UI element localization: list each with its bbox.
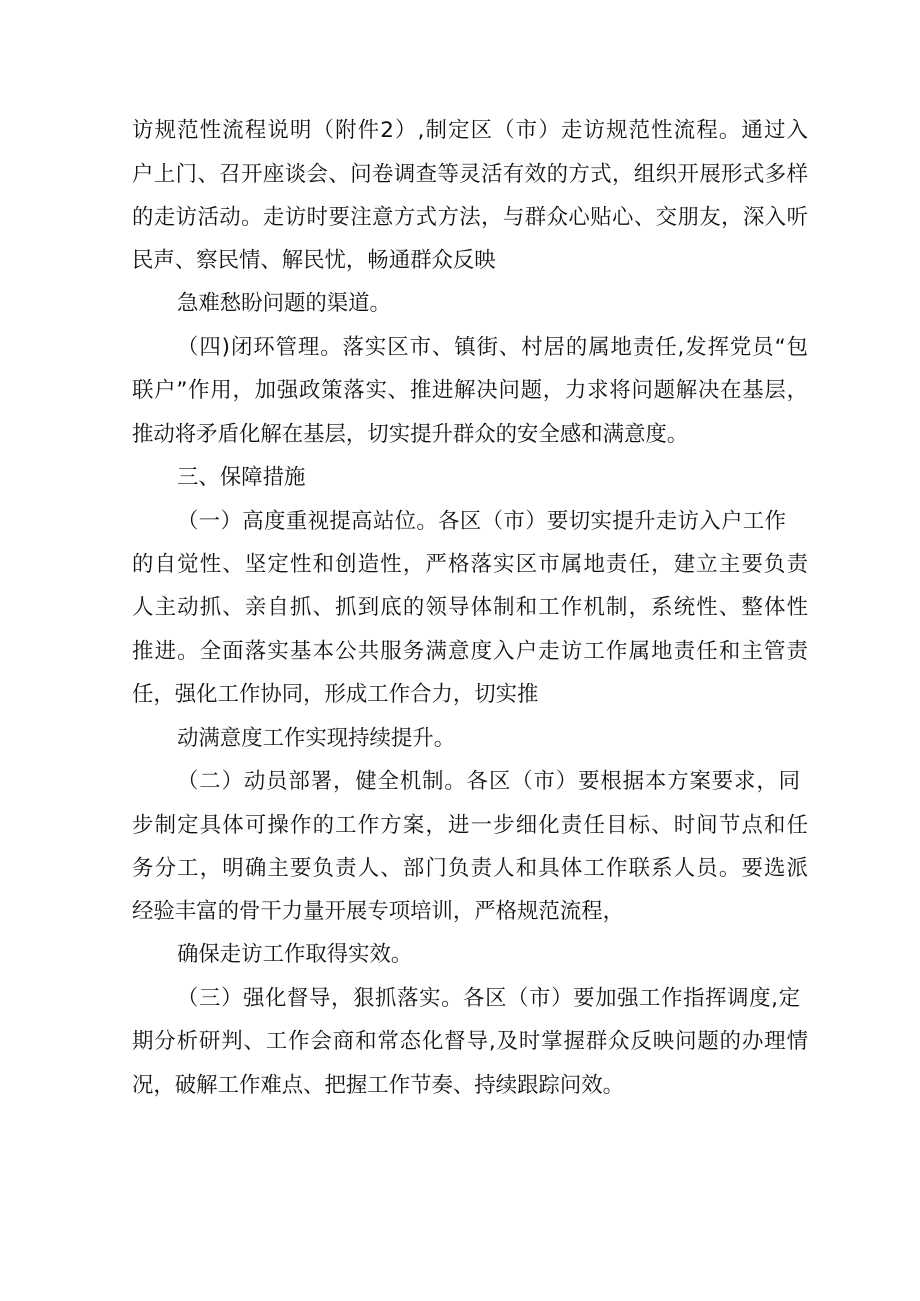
- text-line: 况，破解工作难点、把握工作节奏、持续跟踪问效。: [132, 1073, 624, 1098]
- section-heading: 三、保障措施: [177, 465, 306, 490]
- text-line: 务分工，明确主要负责人、部门负责人和具体工作联系人员。要选派: [132, 856, 808, 881]
- text-line: （三）强化督导，狠抓落实。各区（市）要加强工作指挥调度,定: [177, 986, 800, 1011]
- text-line: 步制定具体可操作的工作方案，进一步细化责任目标、时间节点和任: [132, 813, 808, 838]
- text-line: （一）高度重视提高站位。各区（市）要切实提升走访入户工作: [177, 509, 786, 534]
- text-line: （二）动员部署，健全机制。各区（市）要根据本方案要求，同: [177, 769, 800, 794]
- text-line: 推进。全面落实基本公共服务满意度入户走访工作属地责任和主管责: [132, 639, 808, 664]
- text-line: 急难愁盼问题的渠道。: [177, 291, 391, 316]
- text-line: 任，强化工作协同，形成工作合力，切实推: [132, 682, 539, 707]
- text-line: 期分析研判、工作会商和常态化督导,及时掌握群众反映问题的办理情: [132, 1029, 808, 1054]
- text-line: 民声、察民情、解民忧，畅通群众反映: [132, 248, 496, 273]
- text-line: 推动将矛盾化解在基层，切实提升群众的安全感和满意度。: [132, 422, 689, 447]
- text-line: 联户”作用，加强政策落实、推进解决问题，力求将问题解决在基层，: [132, 378, 808, 403]
- text-line: 动满意度工作实现持续提升。: [177, 726, 456, 751]
- text-line: 的走访活动。走访时要注意方式方法，与群众心贴心、交朋友，深入听: [132, 205, 808, 230]
- text-line: 户上门、召开座谈会、问卷调查等灵活有效的方式，组织开展形式多样: [132, 162, 808, 187]
- text-line: 访规范性流程说明（附件2）,制定区（市）走访规范性流程。通过入: [132, 118, 808, 143]
- text-line: 经验丰富的骨干力量开展专项培训，严格规范流程，: [132, 899, 624, 924]
- text-line: 确保走访工作取得实效。: [177, 942, 413, 967]
- text-line: （四)闭环管理。落实区市、镇街、村居的属地责任,发挥党员“包: [177, 335, 808, 360]
- text-line: 人主动抓、亲自抓、抓到底的领导体制和工作机制，系统性、整体性: [132, 595, 808, 620]
- text-line: 的自觉性、坚定性和创造性，严格落实区市属地责任，建立主要负责: [132, 552, 808, 577]
